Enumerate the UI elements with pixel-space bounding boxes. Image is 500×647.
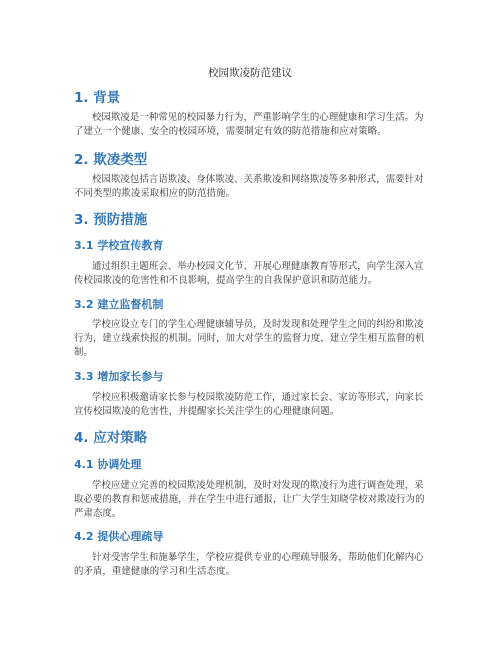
- subsection-heading-counseling: 4.2 提供心理疏导: [74, 530, 164, 543]
- section-heading-bullying-types: 2. 欺凌类型: [74, 152, 148, 168]
- document-title: 校园欺凌防范建议: [208, 67, 292, 79]
- section-body-background: 校园欺凌是一种常见的校园暴力行为，严重影响学生的心理健康和学习生活。为了建立一个健康、安全的校园环境，需要制定有效的防范措施和应对策略。: [74, 112, 424, 138]
- subsection-body-school-education: 通过组织主题班会、举办校园文化节、开展心理健康教育等形式，向学生深入宣传校园欺凌的危害性和不良影响，提高学生的自我保护意识和防范能力。: [74, 261, 424, 287]
- subsection-body-supervision: 学校应设立专门的学生心理健康辅导员，及时发现和处理学生之间的纠纷和欺凌行为，建立线索快报的机制。同时，加大对学生的监督力度，建立学生相互监督的机制。: [74, 319, 425, 359]
- section-body-bullying-types: 校园欺凌包括言语欺凌、身体欺凌、关系欺凌和网络欺凌等多种形式，需要针对不同类型的欺凌采取相应的防范措施。: [74, 174, 424, 200]
- section-heading-prevention: 3. 预防措施: [74, 212, 148, 228]
- section-heading-background: 1. 背景: [74, 90, 121, 106]
- subsection-body-parent-involvement: 学校应积极邀请家长参与校园欺凌防范工作，通过家长会、家访等形式，向家长宣传校园欺凌的危害性，并提醒家长关注学生的心理健康问题。: [74, 392, 424, 418]
- section-heading-response: 4. 应对策略: [74, 430, 148, 446]
- subsection-heading-coordination: 4.1 协调处理: [74, 458, 142, 471]
- subsection-heading-supervision: 3.2 建立监督机制: [74, 298, 164, 311]
- subsection-body-coordination: 学校应建立完善的校园欺凌处理机制，及时对发现的欺凌行为进行调查处理，采取必要的教育和惩戒措施，并在学生中进行通报，让广大学生知晓学校对欺凌行为的严肃态度。: [74, 480, 425, 520]
- subsection-body-counseling: 针对受害学生和施暴学生，学校应提供专业的心理疏导服务，帮助他们化解内心的矛盾，重建健康的学习和生活态度。: [74, 552, 424, 578]
- subsection-heading-parent-involvement: 3.3 增加家长参与: [74, 370, 164, 383]
- subsection-heading-school-education: 3.1 学校宣传教育: [74, 239, 164, 252]
